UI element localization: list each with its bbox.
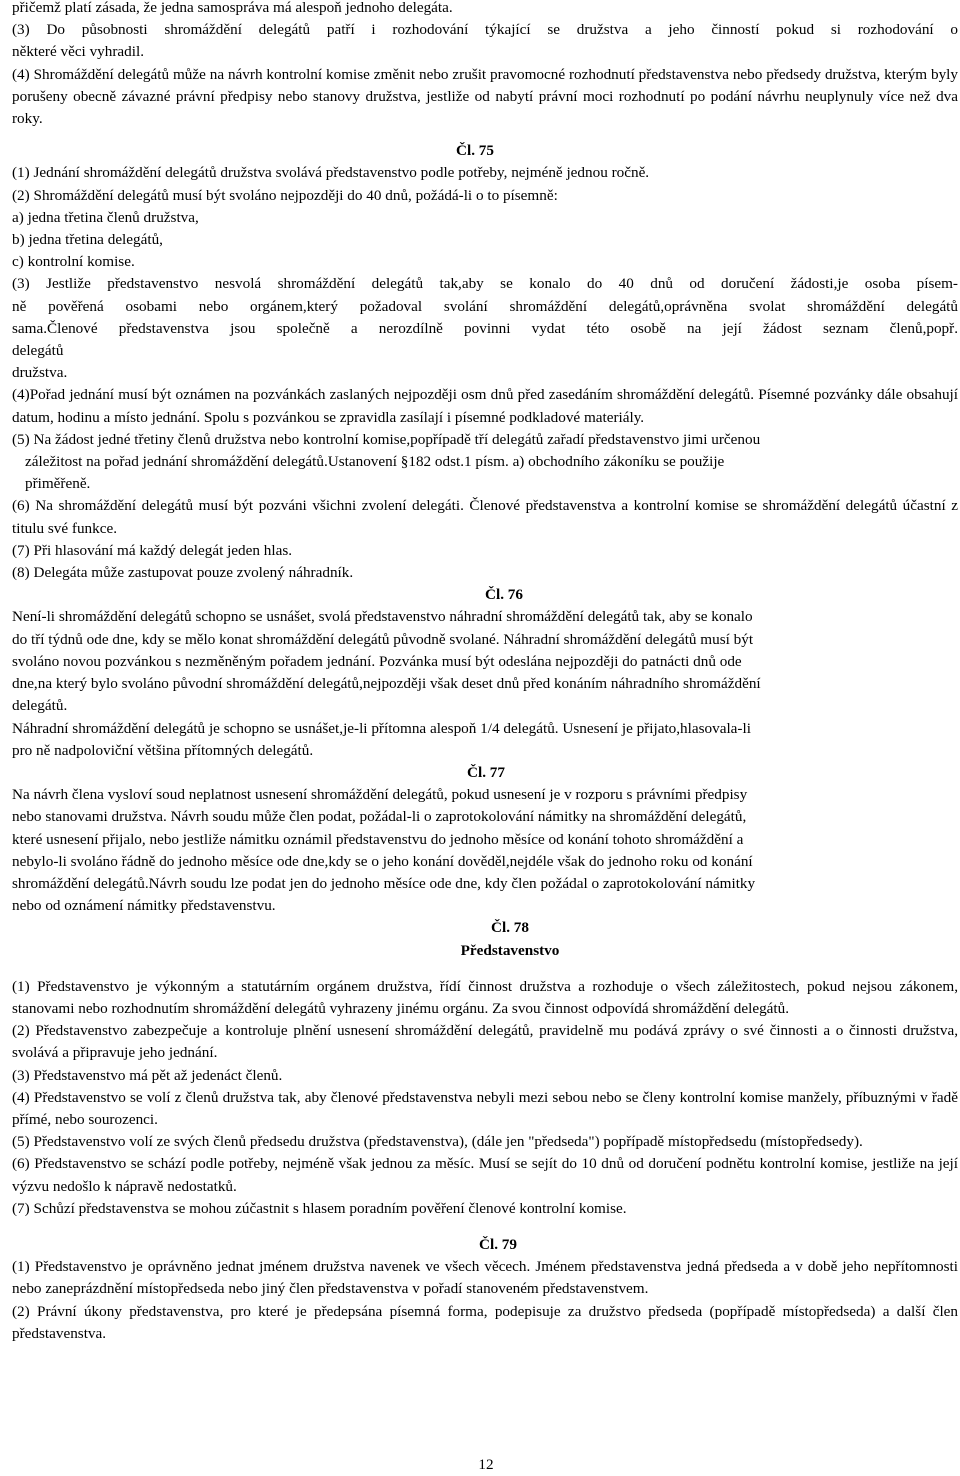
text-line: (3) Jestliže představenstvo nesvolá shromáždění delegátů tak,aby se konalo do 40 dnů od doručení žádosti,je osoba písem- bbox=[12, 275, 958, 293]
paragraph: (8) Delegáta může zastupovat pouze zvolený náhradník. bbox=[12, 564, 354, 582]
text-line: (5) Na žádost jedné třetiny členů družstva nebo kontrolní komise,popřípadě tří delegátů zařadí představenstvo jimi určenou bbox=[12, 430, 761, 448]
text-line: nebo od oznámení námitky představenstvu. bbox=[12, 897, 276, 915]
article-heading-77: Čl. 77 bbox=[467, 763, 505, 781]
article-heading-75: Čl. 75 bbox=[456, 142, 494, 160]
text-line: které usnesení přijalo, nebo jestliže námitku oznámil představenstvu do jednoho měsíce od konání tohoto shromáždění a bbox=[12, 830, 744, 848]
text-line: záležitost na pořad jednání shromáždění delegátů.Ustanovení §182 odst.1 písm. a) obchodního zákoníku se použije bbox=[25, 453, 725, 471]
text-line: nebylo-li svoláno řádně do jednoho měsíce ode dne,kdy se o jeho konání dověděl,nejdéle však do jednoho roku od konání bbox=[12, 852, 753, 870]
text-line: pro ně nadpoloviční většina přítomných delegátů. bbox=[12, 741, 314, 759]
text-line: sama.Členové představenstva jsou společně a nerozdílně povinni vydat této osobě na její žádost seznam členů,popř. bbox=[12, 319, 958, 337]
article-heading-78: Čl. 78 bbox=[491, 919, 529, 937]
section-title: Představenstvo bbox=[460, 941, 560, 959]
paragraph: (4) Shromáždění delegátů může na návrh kontrolní komise změnit nebo zrušit pravomocné rozhodnutí představenstva nebo předsedy družstva, kterým byly porušeny obecně závazné právní předpisy nebo stanovy družstva, jestliže od nabytí právní moci rozhodnutí po podání návrhu neuplynuly více než dva roky. bbox=[12, 65, 958, 128]
paragraph: (6) Představenstvo se schází podle potřeby, nejméně však jednou za měsíc. Musí se sejít do 10 dnů od doručení podnětu kontrolní komise, jestliže na její výzvu nedošlo k nápravě nedostatků. bbox=[12, 1155, 958, 1195]
paragraph: (1) Představenstvo je výkonným a statutárním orgánem družstva, řídí činnost družstva a rozhoduje o všech záležitostech, pokud nejsou zákonem, stanovami nebo rozhodnutím shromáždění delegátů vyhrazeny jinému orgánu. Za svou činnost odpovídá shromáždění delegátů. bbox=[12, 977, 958, 1017]
article-heading-79: Čl. 79 bbox=[479, 1235, 517, 1253]
paragraph: (2) Právní úkony představenstva, pro které je předepsána písemná forma, podepisuje za družstvo předseda (popřípadě místopředseda) a další člen představenstva. bbox=[12, 1302, 958, 1342]
paragraph: (7) Při hlasování má každý delegát jeden hlas. bbox=[12, 541, 293, 559]
text-line: do tří týdnů ode dne, kdy se mělo konat shromáždění delegátů původně svolané. Náhradní shromáždění delegátů musí být bbox=[12, 630, 754, 648]
text-line: delegátů. bbox=[12, 697, 68, 715]
text-line: Na návrh člena vysloví soud neplatnost usnesení shromáždění delegátů, pokud usnesení je v rozporu s právními předpisy bbox=[12, 786, 748, 804]
text-line: svoláno novou pozvánkou s nezměněným pořadem jednání. Pozvánka musí být odeslána nejpozději do patnácti dnů ode bbox=[12, 652, 742, 670]
text-line: družstva. bbox=[12, 364, 68, 382]
paragraph: (5) Představenstvo volí ze svých členů předsedu družstva (představenstva), (dále jen "předseda") popřípadě místopředsedu (místopředsedy). bbox=[12, 1133, 863, 1151]
paragraph: (2) Představenstvo zabezpečuje a kontroluje plnění usnesení shromáždění delegátů, pravidelně mu podává zprávy o své činnosti a o činnosti družstva, svolává a připravuje jeho jednání. bbox=[12, 1022, 958, 1062]
text-line: některé věci vyhradil. bbox=[12, 43, 144, 61]
text-line: nebo stanovami družstva. Návrh soudu může člen podat, požádal-li o zaprotokolování námitky na shromáždění delegátů, bbox=[12, 808, 747, 826]
list-item: a) jedna třetina členů družstva, bbox=[12, 208, 199, 226]
page-number: 12 bbox=[478, 1456, 494, 1473]
text-line: ně pověřená osobami nebo orgánem,který požadoval svolání shromáždění delegátů,oprávněna svolat shromáždění delegátů bbox=[12, 297, 958, 315]
paragraph: (4) Představenstvo se volí z členů družstva tak, aby členové představenstva nebyli mezi sebou nebo se členy kontrolní komise manžely, příbuznými v řadě přímé, nebo sourozenci. bbox=[12, 1088, 958, 1128]
text-line: shromáždění delegátů.Návrh soudu lze podat jen do jednoho měsíce ode dne, kdy člen požádal o zaprotokolování námitky bbox=[12, 874, 756, 892]
list-item: c) kontrolní komise. bbox=[12, 253, 135, 271]
document-page bbox=[12, 0, 958, 1345]
text-line: přičemž platí zásada, že jedna samospráva má alespoň jednoho delegáta. bbox=[12, 0, 453, 16]
text-line: Není-li shromáždění delegátů schopno se usnášet, svolá představenstvo náhradní shromáždění delegátů tak, aby se konalo bbox=[12, 608, 753, 626]
paragraph: (2) Shromáždění delegátů musí být svoláno nejpozději do 40 dnů, požádá-li o to písemně: bbox=[12, 186, 558, 204]
text-line: přiměřeně. bbox=[25, 475, 91, 493]
paragraph: (6) Na shromáždění delegátů musí být pozváni všichni zvolení delegáti. Členové představenstva a kontrolní komise se shromáždění delegátů účastní z titulu své funkce. bbox=[12, 497, 958, 537]
paragraph: (1) Představenstvo je oprávněno jednat jménem družstva navenek ve všech věcech. Jménem představenstva jedná předseda a v době jeho nepřítomnosti nebo zaneprázdnění místopředseda nebo jiný člen představenstva v pořadí stanoveném představenstvem. bbox=[12, 1258, 958, 1298]
text-line: Náhradní shromáždění delegátů je schopno se usnášet,je-li přítomna alespoň 1/4 delegátů. Usnesení je přijato,hlasovala-li bbox=[12, 719, 751, 737]
list-item: b) jedna třetina delegátů, bbox=[12, 231, 163, 249]
text-line: (3) Do působnosti shromáždění delegátů patří i rozhodování týkající se družstva a jeho činností pokud si rozhodování o bbox=[12, 21, 958, 39]
paragraph: (4)Pořad jednání musí být oznámen na pozvánkách zaslaných nejpozději osm dnů před zasedáním shromáždění delegátů. Písemné pozvánky dále obsahují datum, hodinu a místo jednání. Spolu s pozvánkou se zpravidla zasílají i písemné podkladové materiály. bbox=[12, 386, 958, 426]
article-heading-76: Čl. 76 bbox=[485, 586, 523, 604]
paragraph: (3) Představenstvo má pět až jedenáct členů. bbox=[12, 1066, 283, 1084]
text-line: delegátů bbox=[12, 342, 64, 360]
text-line: dne,na který bylo svoláno původní shromáždění delegátů,nejpozději však deset dnů před konáním náhradního shromáždění bbox=[12, 675, 761, 693]
paragraph: (1) Jednání shromáždění delegátů družstva svolává představenstvo podle potřeby, nejméně jednou ročně. bbox=[12, 164, 650, 182]
paragraph: (7) Schůzí představenstva se mohou zúčastnit s hlasem poradním pověření členové kontrolní komise. bbox=[12, 1199, 627, 1217]
